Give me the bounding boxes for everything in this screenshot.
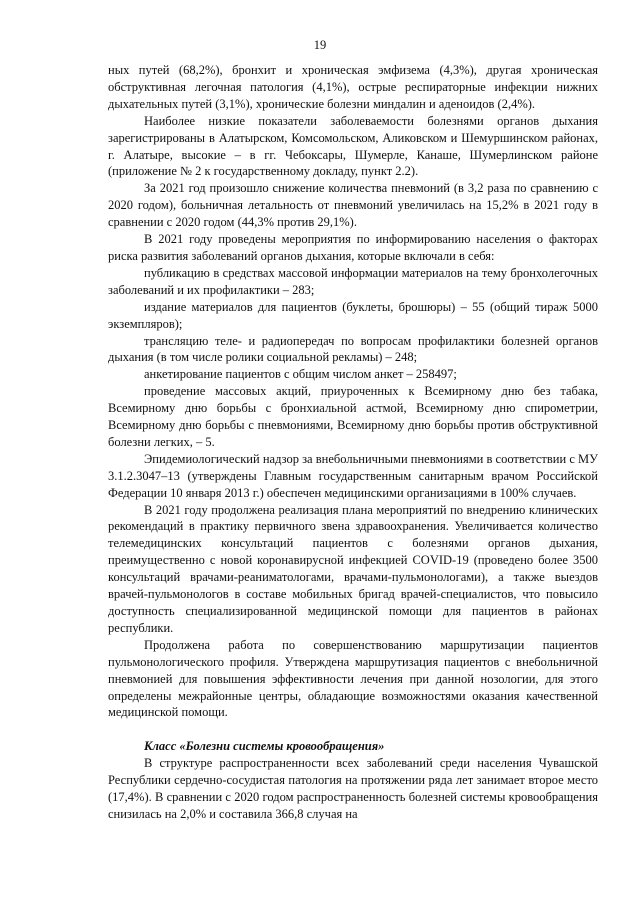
- document-body: [108, 62, 598, 823]
- paragraph: В 2021 году продолжена реализация плана мероприятий по внедрению клинических рекомендаций в практику первичного звена здравоохранения. Увеличивается количество телемедицинских консультаций пациентов с болезнями органов дыхания, преимущественно с новой коронавирусной инфекцией COVID-19 (проведено более 3500 консультаций врачами-реаниматологами, врачами-пульмонологами), а также выездов врачей-пульмонологов в составе мобильных бригад врачей-специалистов, что повысило доступность специализированной медицинской помощи для пациентов в районах республики.: [108, 502, 598, 635]
- list-item: проведение массовых акций, приуроченных к Всемирному дню без табака, Всемирному дню борьбы с бронхиальной астмой, Всемирному дню спирометрии, Всемирному дню борьбы с пневмониями, Всемирному дню борьбы против обструктивной болезни легких, – 5.: [108, 384, 598, 449]
- paragraph: В 2021 году проведены мероприятия по информированию населения о факторах риска развития заболеваний органов дыхания, которые включали в себя:: [108, 232, 598, 263]
- list-item: издание материалов для пациентов (буклеты, брошюры) – 55 (общий тираж 5000 экземпляров);: [108, 299, 598, 331]
- paragraph: ных путей (68,2%), бронхит и хроническая эмфизема (4,3%), другая хроническая обструктивная легочная патология (4,1%), острые респираторные инфекции нижних дыхательных путей (3,1%), хронические болезни миндалин и аденоидов (2,4%).: [108, 63, 598, 111]
- paragraph: Продолжена работа по совершенствованию маршрутизации пациентов пульмонологического профиля. Утверждена маршрутизация пациентов с внебольничной пневмонией для повышения эффективности лечения при данной нозологии, для этого определены межрайонные центры, обладающие возможностями оказания качественной медицинской помощи.: [108, 637, 598, 720]
- list-item: трансляцию теле- и радиопередач по вопросам профилактики болезней органов дыхания (в том числе ролики социальной рекламы) – 248;: [108, 333, 598, 365]
- paragraph: Эпидемиологический надзор за внебольничными пневмониями в соответствии с МУ 3.1.2.3047–13 (утверждены Главным государственным санитарным врачом Российской Федерации 10 января 2013 г.) обеспечен медицинскими организациями в 100% случаев.: [108, 451, 598, 500]
- page-number: 19: [313, 38, 327, 52]
- paragraph: За 2021 год произошло снижение количества пневмоний (в 3,2 раза по сравнению с 2020 годом), больничная летальность от пневмоний увеличилась на 15,2% в 2021 году в сравнении с 2020 годом (44,3% против 29,1%).: [108, 181, 598, 230]
- list-item: публикацию в средствах массовой информации материалов на тему бронхолегочных заболеваний и их профилактики – 283;: [108, 265, 598, 297]
- paragraph: В структуре распространенности всех заболеваний среди населения Чувашской Республики сердечно-сосудистая патология на протяжении ряда лет занимает второе место (17,4%). В сравнении с 2020 годом распространенность болезней системы кровообращения снизилась на 2,0% и составила 366,8 случая на: [108, 756, 598, 821]
- paragraph: Наиболее низкие показатели заболеваемости болезнями органов дыхания зарегистрированы в Алатырском, Комсомольском, Аликовском и Шемуршинском районах, г. Алатыре, высокие – в гг. Чебоксары, Шумерле, Канаше, Шумерлинском районе (приложение № 2 к государственному докладу, пункт 2.2).: [108, 113, 598, 179]
- section-heading: Класс «Болезни системы кровообращения»: [144, 739, 385, 754]
- list-item: анкетирование пациентов с общим числом анкет – 258497;: [144, 367, 457, 382]
